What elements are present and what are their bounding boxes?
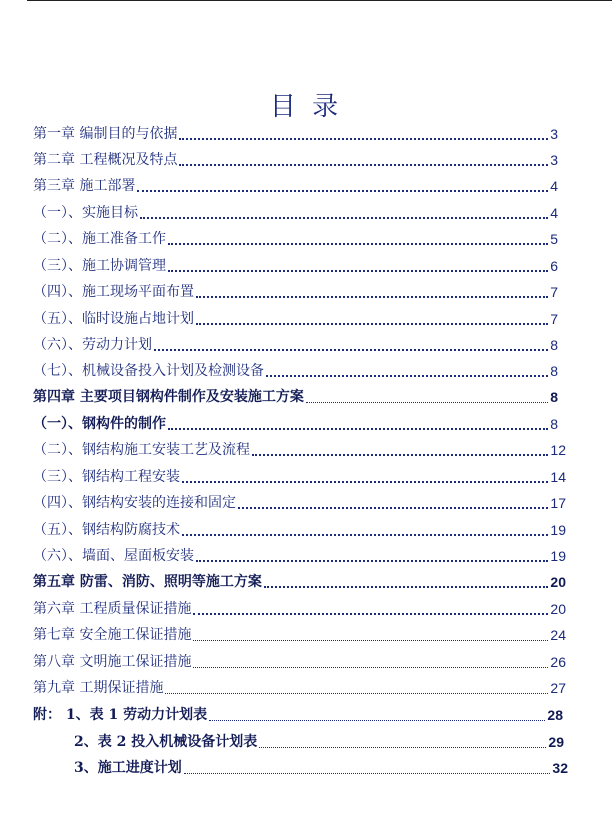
toc-entry-label: （七）、机械设备投入计划及检测设备 — [33, 363, 264, 379]
toc-entry-page: 7 — [550, 284, 558, 300]
toc-entry[interactable] — [33, 624, 566, 644]
toc-entry-page: 19 — [550, 522, 566, 538]
dot-leader — [266, 375, 548, 377]
toc-entry-page: 8 — [550, 363, 558, 379]
toc-entry-page: 17 — [550, 495, 566, 511]
dot-leader — [179, 138, 548, 140]
toc-entry-label: （五）、临时设施占地计划 — [33, 311, 194, 327]
toc-entry-page: 12 — [550, 442, 566, 458]
toc-entry-page: 27 — [550, 680, 566, 696]
toc-entry[interactable] — [33, 255, 558, 275]
toc-entry[interactable] — [74, 731, 564, 751]
toc-entry-page: 29 — [548, 734, 564, 750]
toc-entry-label: 第六章 工程质量保证措施 — [33, 601, 192, 617]
toc-entry[interactable] — [33, 704, 563, 724]
toc-entry[interactable] — [33, 281, 558, 301]
dot-leader — [196, 560, 548, 562]
dot-leader — [264, 586, 549, 588]
toc-entry[interactable] — [33, 466, 566, 486]
dot-leader — [168, 270, 548, 272]
dot-leader — [182, 481, 548, 483]
toc-entry[interactable] — [33, 123, 558, 143]
toc-entry[interactable] — [33, 228, 558, 248]
toc-entry-label: （六）、劳动力计划 — [33, 337, 152, 353]
toc-entry[interactable] — [33, 519, 566, 539]
toc-entry[interactable] — [33, 175, 558, 195]
toc-entry-page: 5 — [550, 231, 558, 247]
toc-entry[interactable] — [33, 545, 566, 565]
toc-entry[interactable] — [74, 757, 568, 777]
toc-entry-label: （一）、实施目标 — [33, 205, 138, 221]
dot-leader — [196, 296, 548, 298]
dot-leader — [182, 534, 548, 536]
page-title: 目 录 — [269, 92, 343, 122]
dot-leader — [196, 323, 548, 325]
dot-leader — [259, 747, 546, 748]
toc-entry[interactable] — [33, 439, 566, 459]
toc-entry-page: 14 — [550, 469, 566, 485]
toc-entry-label: 3、施工进度计划 — [74, 760, 182, 776]
toc-entry-label: 第八章 文明施工保证措施 — [33, 654, 192, 670]
toc-entry-page: 28 — [547, 707, 563, 723]
toc-entry[interactable] — [33, 202, 558, 222]
dot-leader — [238, 507, 548, 509]
dot-leader — [193, 613, 548, 615]
toc-entry-page: 8 — [550, 389, 558, 405]
dot-leader — [140, 217, 548, 219]
toc-entry-page: 20 — [550, 601, 566, 617]
toc-entry[interactable] — [33, 413, 558, 433]
toc-entry-label: 第一章 编制目的与依据 — [33, 126, 178, 142]
toc-entry-label: （三）、施工协调管理 — [33, 258, 166, 274]
dot-leader — [179, 164, 548, 166]
toc-entry[interactable] — [33, 677, 566, 697]
toc-entry-page: 20 — [550, 574, 566, 590]
toc-entry-label: （五）、钢结构防腐技术 — [33, 522, 180, 538]
toc-entry[interactable] — [33, 492, 566, 512]
dot-leader — [193, 667, 548, 668]
toc-entry[interactable] — [33, 598, 566, 618]
toc-entry-label: 第四章 主要项目钢构件制作及安装施工方案 — [33, 389, 304, 405]
toc-entry-page: 3 — [550, 126, 558, 142]
toc-entry-label: （四）、钢结构安装的连接和固定 — [33, 495, 236, 511]
toc-entry-label: 附： 1、表 1 劳动力计划表 — [33, 707, 208, 723]
toc-entry[interactable] — [33, 149, 558, 169]
toc-entry-page: 7 — [550, 311, 558, 327]
dot-leader — [252, 454, 548, 456]
toc-entry-page: 4 — [550, 205, 558, 221]
toc-entry-page: 19 — [550, 548, 566, 564]
toc-entry-label: （三）、钢结构工程安装 — [33, 469, 180, 485]
toc-entry[interactable] — [33, 308, 558, 328]
toc-entry[interactable] — [33, 334, 558, 354]
toc-entry[interactable] — [33, 386, 558, 406]
dot-leader — [168, 428, 548, 430]
toc-entry-label: （六）、墙面、屋面板安装 — [33, 548, 194, 564]
toc-entry-page: 8 — [550, 416, 558, 432]
dot-leader — [209, 720, 545, 721]
toc-entry-page: 3 — [550, 152, 558, 168]
dot-leader — [306, 402, 548, 403]
dot-leader — [184, 773, 551, 774]
dot-leader — [154, 349, 548, 351]
toc-entry-label: （四）、施工现场平面布置 — [33, 284, 194, 300]
dot-leader — [193, 640, 548, 641]
toc-entry-label: 第五章 防雷、消防、照明等施工方案 — [33, 574, 262, 590]
toc-entry[interactable] — [33, 651, 566, 671]
toc-entry[interactable] — [33, 571, 566, 591]
toc-entry[interactable] — [33, 360, 558, 380]
toc-entry-page: 8 — [550, 337, 558, 353]
toc-entry-page: 26 — [550, 654, 566, 670]
toc-entry-label: 第九章 工期保证措施 — [33, 680, 164, 696]
toc-entry-label: 第三章 施工部署 — [33, 178, 136, 194]
dot-leader — [137, 190, 548, 192]
toc-entry-label: 2、表 2 投入机械设备计划表 — [74, 734, 258, 750]
toc-entry-label: （二）、钢结构施工安装工艺及流程 — [33, 442, 250, 458]
toc-entry-label: （一）、钢构件的制作 — [33, 416, 166, 432]
toc-entry-page: 6 — [550, 258, 558, 274]
dot-leader — [168, 243, 548, 245]
toc-entry-page: 4 — [550, 178, 558, 194]
toc-entry-label: 第二章 工程概况及特点 — [33, 152, 178, 168]
toc-entry-page: 32 — [552, 760, 568, 776]
dot-leader — [165, 693, 548, 694]
toc-entry-page: 24 — [550, 627, 566, 643]
toc-entry-label: 第七章 安全施工保证措施 — [33, 627, 192, 643]
toc-entry-label: （二）、施工准备工作 — [33, 231, 166, 247]
